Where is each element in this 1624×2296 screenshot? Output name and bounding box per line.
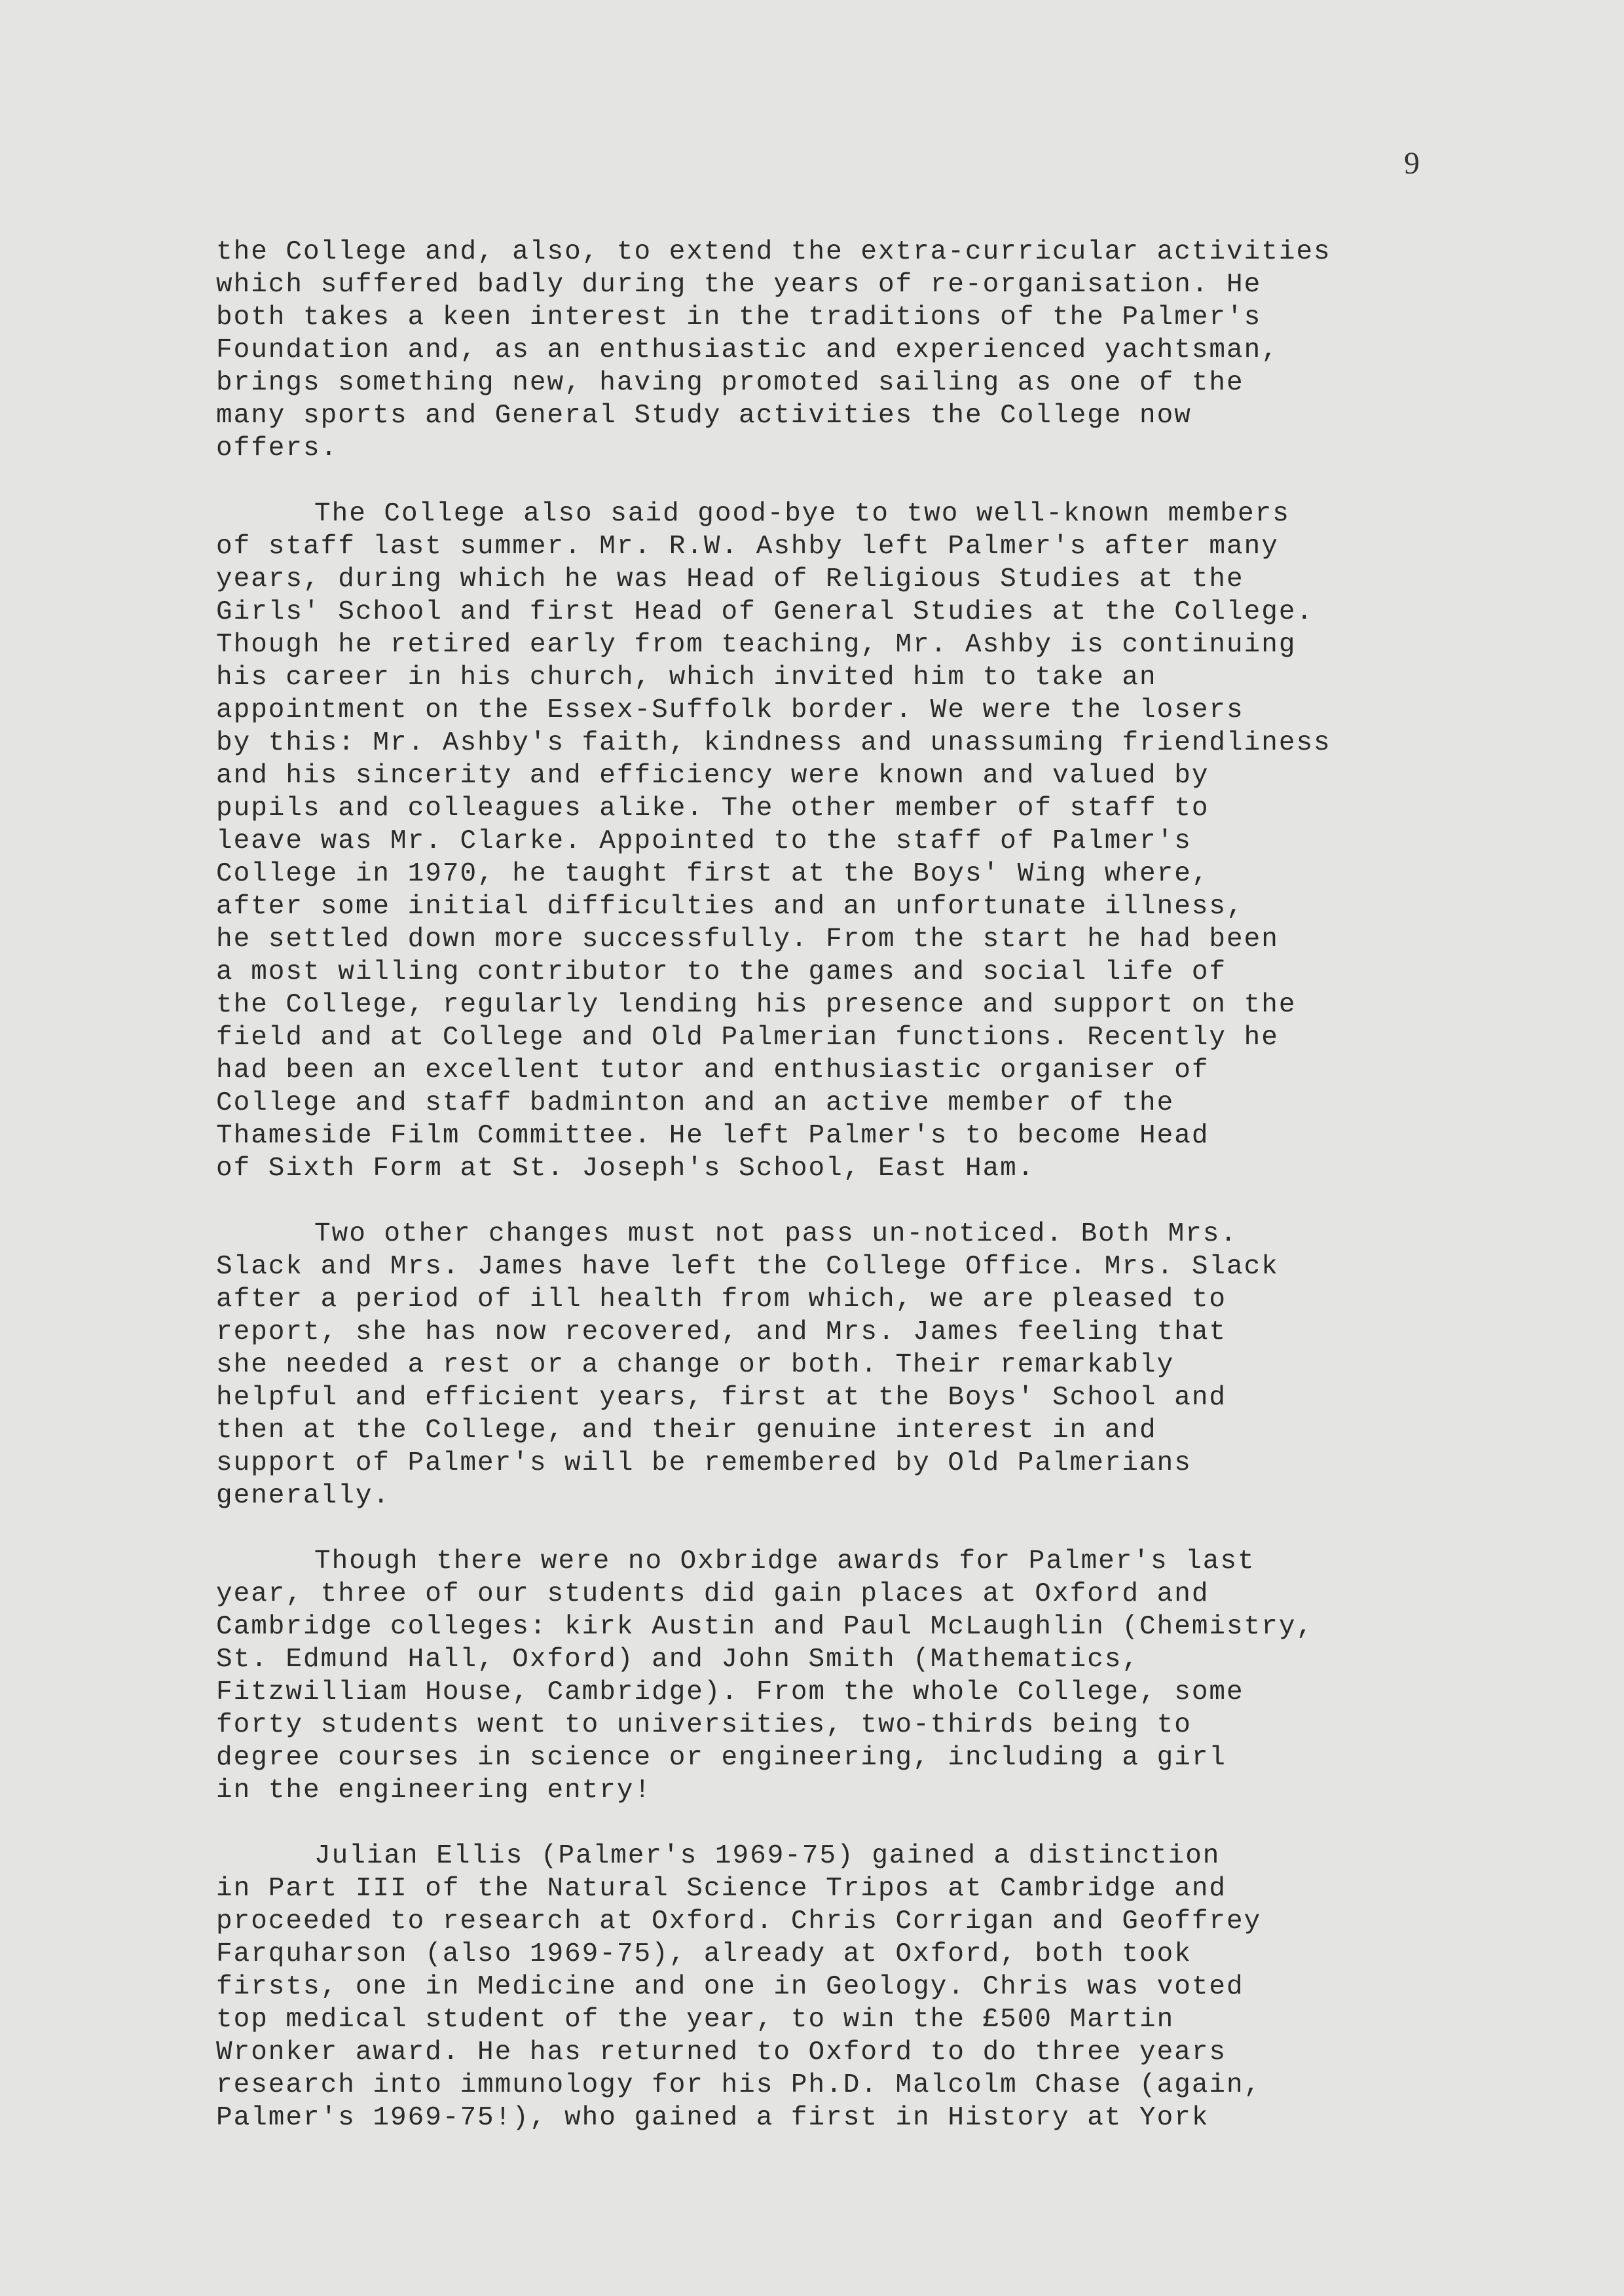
text-line: field and at College and Old Palmerian functions. Recently he xyxy=(216,1023,1279,1053)
text-line: Julian Ellis (Palmer's 1969-75) gained a distinction xyxy=(314,1841,1221,1871)
paragraph xyxy=(216,1840,1559,2134)
text-line: and his sincerity and efficiency were known and valued by xyxy=(216,761,1209,791)
text-line: proceeded to research at Oxford. Chris Corrigan and Geoffrey xyxy=(216,1906,1262,1937)
text-line: generally. xyxy=(216,1481,391,1511)
text-line: in the engineering entry! xyxy=(216,1776,652,1806)
text-line: many sports and General Study activities the College now xyxy=(216,401,1192,431)
text-line: firsts, one in Medicine and one in Geology. Chris was voted xyxy=(216,1972,1244,2002)
text-line: brings something new, having promoted sailing as one of the xyxy=(216,368,1244,398)
text-line: by this: Mr. Ashby's faith, kindness and unassuming friendliness xyxy=(216,728,1331,758)
text-line: support of Palmer's will be remembered by Old Palmerians xyxy=(216,1448,1192,1478)
text-line: he settled down more successfully. From the start he had been xyxy=(216,924,1279,955)
text-line: forty students went to universities, two-thirds being to xyxy=(216,1710,1192,1740)
text-line: of Sixth Form at St. Joseph's School, East Ham. xyxy=(216,1154,1035,1184)
text-line: which suffered badly during the years of re-organisation. He xyxy=(216,270,1262,300)
text-line: The College also said good-bye to two well-known members xyxy=(314,499,1290,529)
text-line: College in 1970, he taught first at the Boys' Wing where, xyxy=(216,859,1209,889)
text-line: Cambridge colleges: kirk Austin and Paul McLaughlin (Chemistry, xyxy=(216,1612,1314,1642)
text-line: of staff last summer. Mr. R.W. Ashby left Palmer's after many xyxy=(216,532,1279,562)
text-line: had been an excellent tutor and enthusiastic organiser of xyxy=(216,1055,1209,1085)
text-line: research into immunology for his Ph.D. Malcolm Chase (again, xyxy=(216,2070,1262,2100)
text-line: leave was Mr. Clarke. Appointed to the staff of Palmer's xyxy=(216,826,1192,856)
text-line: Wronker award. He has returned to Oxford to do three years xyxy=(216,2037,1227,2068)
text-line: a most willing contributor to the games and social life of xyxy=(216,957,1227,987)
text-line: years, during which he was Head of Religious Studies at the xyxy=(216,564,1244,594)
text-line: top medical student of the year, to win the £500 Martin xyxy=(216,2005,1175,2035)
text-line: appointment on the Essex-Suffolk border. We were the losers xyxy=(216,695,1244,725)
text-line: after some initial difficulties and an unfortunate illness, xyxy=(216,892,1244,922)
text-line: the College, regularly lending his presence and support on the xyxy=(216,990,1297,1020)
text-line: helpful and efficient years, first at the Boys' School and xyxy=(216,1383,1227,1413)
text-line: Though there were no Oxbridge awards for Palmer's last xyxy=(314,1546,1255,1576)
text-line: offers. xyxy=(216,433,339,464)
text-line: degree courses in science or engineering, including a girl xyxy=(216,1743,1227,1773)
text-line: Farquharson (also 1969-75), already at Oxford, both took xyxy=(216,1939,1192,1969)
text-line: Palmer's 1969-75!), who gained a first in History at York xyxy=(216,2103,1209,2133)
text-line: pupils and colleagues alike. The other member of staff to xyxy=(216,793,1209,824)
text-line: Fitzwilliam House, Cambridge). From the whole College, some xyxy=(216,1677,1244,1707)
paragraph xyxy=(216,498,1559,1185)
text-line: Foundation and, as an enthusiastic and experienced yachtsman, xyxy=(216,335,1279,365)
page-number: 9 xyxy=(1404,146,1420,181)
text-line: St. Edmund Hall, Oxford) and John Smith (Mathematics, xyxy=(216,1645,1140,1675)
text-line: year, three of our students did gain places at Oxford and xyxy=(216,1579,1209,1609)
text-line: Though he retired early from teaching, Mr. Ashby is continuing xyxy=(216,630,1297,660)
text-line: his career in his church, which invited him to take an xyxy=(216,663,1157,693)
text-line: in Part III of the Natural Science Tripos at Cambridge and xyxy=(216,1874,1227,1904)
text-line: Two other changes must not pass un-noticed. Both Mrs. xyxy=(314,1219,1238,1249)
paragraph xyxy=(216,1218,1559,1512)
paragraph xyxy=(216,1545,1559,1807)
text-line: Girls' School and first Head of General Studies at the College. xyxy=(216,597,1314,627)
text-line: College and staff badminton and an active member of the xyxy=(216,1088,1175,1118)
text-line: the College and, also, to extend the extra-curricular activities xyxy=(216,237,1331,267)
document-body xyxy=(216,236,1559,2167)
text-line: Thameside Film Committee. He left Palmer's to become Head xyxy=(216,1121,1209,1151)
paragraph xyxy=(216,236,1559,465)
text-line: report, she has now recovered, and Mrs. James feeling that xyxy=(216,1317,1227,1347)
text-line: then at the College, and their genuine interest in and xyxy=(216,1415,1157,1446)
text-line: she needed a rest or a change or both. Their remarkably xyxy=(216,1350,1175,1380)
text-line: after a period of ill health from which, we are pleased to xyxy=(216,1285,1227,1315)
text-line: Slack and Mrs. James have left the College Office. Mrs. Slack xyxy=(216,1252,1279,1282)
text-line: both takes a keen interest in the traditions of the Palmer's xyxy=(216,302,1262,333)
